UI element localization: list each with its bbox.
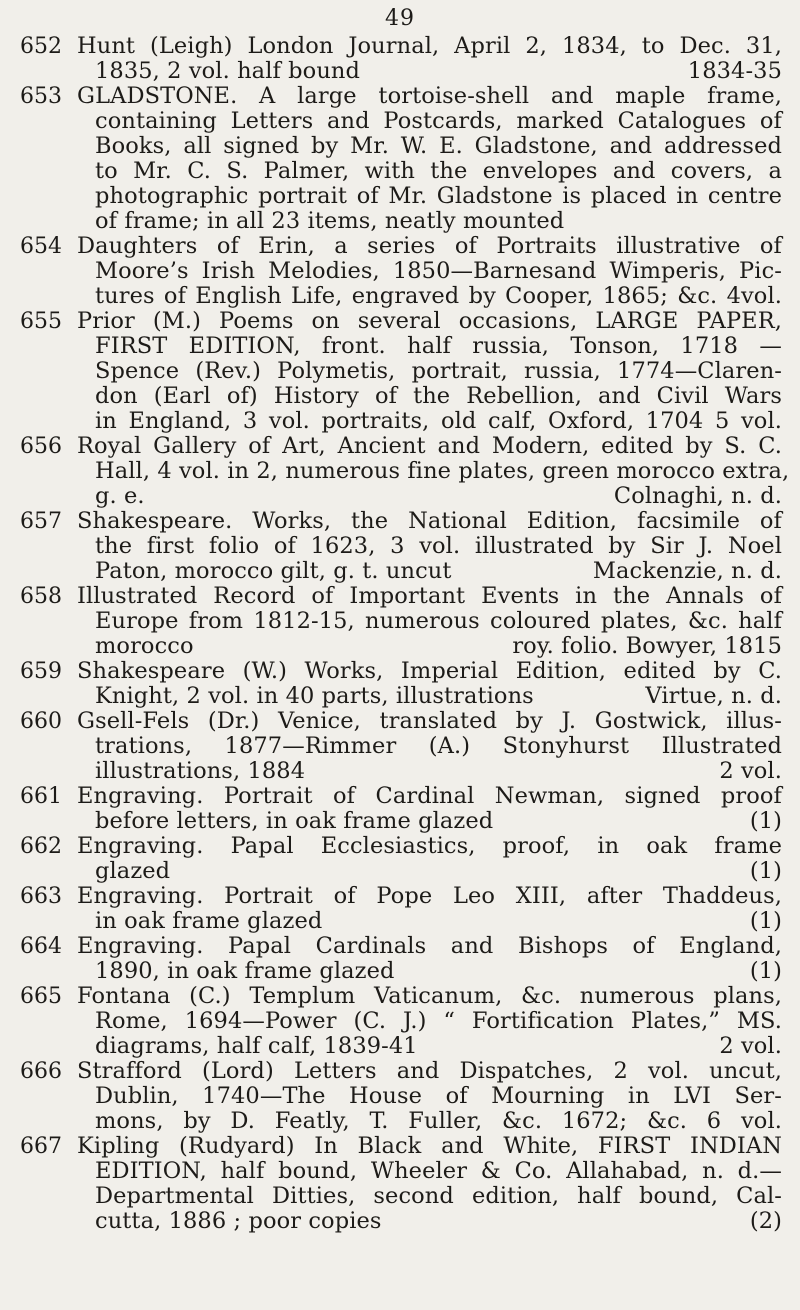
entry-text: before letters, in oak frame glazed <box>95 808 494 834</box>
entry-line: Hall, 4 vol. in 2, numerous fine plates, green morocco extra, <box>95 458 790 484</box>
lot-entry <box>20 509 782 584</box>
lot-number: 659 <box>20 659 62 684</box>
entry-line: Shakespeare. Works, the National Edition, facsimile of <box>77 508 782 534</box>
lot-entry <box>20 309 782 434</box>
entry-line: Engraving. Papal Ecclesiastics, proof, in oak frame <box>77 833 782 859</box>
entry-text: 1835, 2 vol. half bound <box>95 58 361 84</box>
entry-line <box>77 1034 782 1059</box>
entry-line <box>77 684 782 709</box>
entry-line: mons, by D. Featly, T. Fuller, &c. 1672; &c. 6 vol. <box>95 1108 782 1134</box>
lot-entry <box>20 884 782 934</box>
entry-line <box>77 59 782 84</box>
entry-line: photographic portrait of Mr. Gladstone is placed in centre <box>95 183 782 209</box>
entry-line <box>77 1209 782 1234</box>
entry-line: Royal Gallery of Art, Ancient and Modern, edited by S. C. <box>77 433 782 459</box>
entry-line: of frame; in all 23 items, neatly mounted <box>95 208 565 234</box>
entry-line: Engraving. Portrait of Pope Leo XIII, after Thaddeus, <box>77 883 782 909</box>
entry-line: FIRST EDITION, front. half russia, Tonson, 1718 — <box>95 333 782 359</box>
entry-line <box>77 809 782 834</box>
entry-imprint: 1834-35 <box>687 58 782 84</box>
entry-text: Paton, morocco gilt, g. t. uncut <box>95 558 452 584</box>
lot-entry <box>20 709 782 784</box>
entry-text: in oak frame glazed <box>95 908 323 934</box>
entry-line: Departmental Ditties, second edition, half bound, Cal- <box>95 1183 782 1209</box>
entry-line <box>77 859 782 884</box>
lot-number: 663 <box>20 884 62 909</box>
entry-text: morocco <box>95 633 194 659</box>
entry-line <box>77 759 782 784</box>
lot-number: 652 <box>20 34 62 59</box>
entry-text: glazed <box>95 858 171 884</box>
lot-entry <box>20 34 782 84</box>
entry-imprint: Colnaghi, n. d. <box>613 483 782 509</box>
lot-number: 656 <box>20 434 62 459</box>
entry-line <box>77 909 782 934</box>
lot-number: 665 <box>20 984 62 1009</box>
entry-line: to Mr. C. S. Palmer, with the envelopes and covers, a <box>95 158 782 184</box>
entry-imprint: (1) <box>749 808 782 834</box>
entry-text: 1890, in oak frame glazed <box>95 958 395 984</box>
lot-number: 654 <box>20 234 62 259</box>
lot-number: 655 <box>20 309 62 334</box>
entry-imprint: Mackenzie, n. d. <box>592 558 782 584</box>
lot-number: 653 <box>20 84 62 109</box>
lot-entry <box>20 1134 782 1234</box>
entry-line: Engraving. Portrait of Cardinal Newman, signed proof <box>77 783 782 809</box>
entry-text: diagrams, half calf, 1839-41 <box>95 1033 418 1059</box>
lot-list <box>20 33 790 1234</box>
entry-line: Strafford (Lord) Letters and Dispatches, 2 vol. uncut, <box>77 1058 782 1084</box>
entry-imprint: (1) <box>749 958 782 984</box>
entry-line <box>77 634 782 659</box>
lot-entry <box>20 934 782 984</box>
entry-text: g. e. <box>95 483 145 509</box>
entry-line <box>77 559 782 584</box>
entry-text: cutta, 1886 ; poor copies <box>95 1208 382 1234</box>
entry-line: Prior (M.) Poems on several occasions, LARGE PAPER, <box>77 308 782 334</box>
lot-number: 666 <box>20 1059 62 1084</box>
entry-text: illustrations, 1884 <box>95 758 306 784</box>
lot-number: 662 <box>20 834 62 859</box>
entry-line: the first folio of 1623, 3 vol. illustrated by Sir J. Noel <box>95 533 782 559</box>
lot-number: 657 <box>20 509 62 534</box>
entry-imprint: (2) <box>749 1208 782 1234</box>
entry-line: Engraving. Papal Cardinals and Bishops of England, <box>77 933 782 959</box>
page-number: 49 <box>385 6 415 31</box>
entry-line: Spence (Rev.) Polymetis, portrait, russia, 1774—Claren- <box>95 358 782 384</box>
lot-entry <box>20 659 782 709</box>
lot-number: 664 <box>20 934 62 959</box>
lot-entry <box>20 1059 782 1134</box>
entry-line: Hunt (Leigh) London Journal, April 2, 1834, to Dec. 31, <box>77 33 782 59</box>
lot-entry <box>20 784 782 834</box>
lot-entry <box>20 234 782 309</box>
entry-line: don (Earl of) History of the Rebellion, and Civil Wars <box>95 383 782 409</box>
entry-line: Illustrated Record of Important Events in the Annals of <box>77 583 782 609</box>
entry-imprint: (1) <box>749 908 782 934</box>
entry-line: Gsell-Fels (Dr.) Venice, translated by J. Gostwick, illus- <box>77 708 782 734</box>
entry-line: containing Letters and Postcards, marked Catalogues of <box>95 108 782 134</box>
entry-line <box>77 484 782 509</box>
entry-line: Kipling (Rudyard) In Black and White, FIRST INDIAN <box>77 1133 782 1159</box>
entry-imprint: 2 vol. <box>719 1033 782 1059</box>
lot-entry <box>20 84 782 234</box>
entry-line: Shakespeare (W.) Works, Imperial Edition, edited by C. <box>77 658 782 684</box>
entry-imprint: Virtue, n. d. <box>645 683 782 709</box>
entry-line <box>77 959 782 984</box>
entry-line: EDITION, half bound, Wheeler & Co. Allahabad, n. d.— <box>95 1158 782 1184</box>
entry-line: in England, 3 vol. portraits, old calf, Oxford, 1704 5 vol. <box>95 408 782 434</box>
entry-line: Europe from 1812-15, numerous coloured plates, &c. half <box>95 608 782 634</box>
lot-number: 667 <box>20 1134 62 1159</box>
lot-entry <box>20 984 782 1059</box>
lot-number: 660 <box>20 709 62 734</box>
lot-entry <box>20 834 782 884</box>
entry-line: Dublin, 1740—The House of Mourning in LVI Ser- <box>95 1083 782 1109</box>
entry-line: Fontana (C.) Templum Vaticanum, &c. numerous plans, <box>77 983 782 1009</box>
entry-line: Daughters of Erin, a series of Portraits illustrative of <box>77 233 782 259</box>
entry-imprint: 2 vol. <box>719 758 782 784</box>
lot-entry <box>20 433 790 509</box>
entry-line: tures of English Life, engraved by Cooper, 1865; &c. 4vol. <box>95 283 782 309</box>
entry-imprint: (1) <box>749 858 782 884</box>
lot-number: 658 <box>20 584 62 609</box>
entry-text: Knight, 2 vol. in 40 parts, illustrations <box>95 683 534 709</box>
entry-line: GLADSTONE. A large tortoise-shell and maple frame, <box>77 83 782 109</box>
entry-line: Books, all signed by Mr. W. E. Gladstone, and addressed <box>95 133 782 159</box>
lot-entry <box>20 584 782 659</box>
entry-line: Rome, 1694—Power (C. J.) “ Fortification Plates,” MS. <box>95 1008 782 1034</box>
entry-imprint: roy. folio. Bowyer, 1815 <box>512 633 782 659</box>
lot-number: 661 <box>20 784 62 809</box>
entry-line: Moore’s Irish Melodies, 1850—Barnesand Wimperis, Pic- <box>95 258 782 284</box>
entry-line: trations, 1877—Rimmer (A.) Stonyhurst Illustrated <box>95 733 782 759</box>
